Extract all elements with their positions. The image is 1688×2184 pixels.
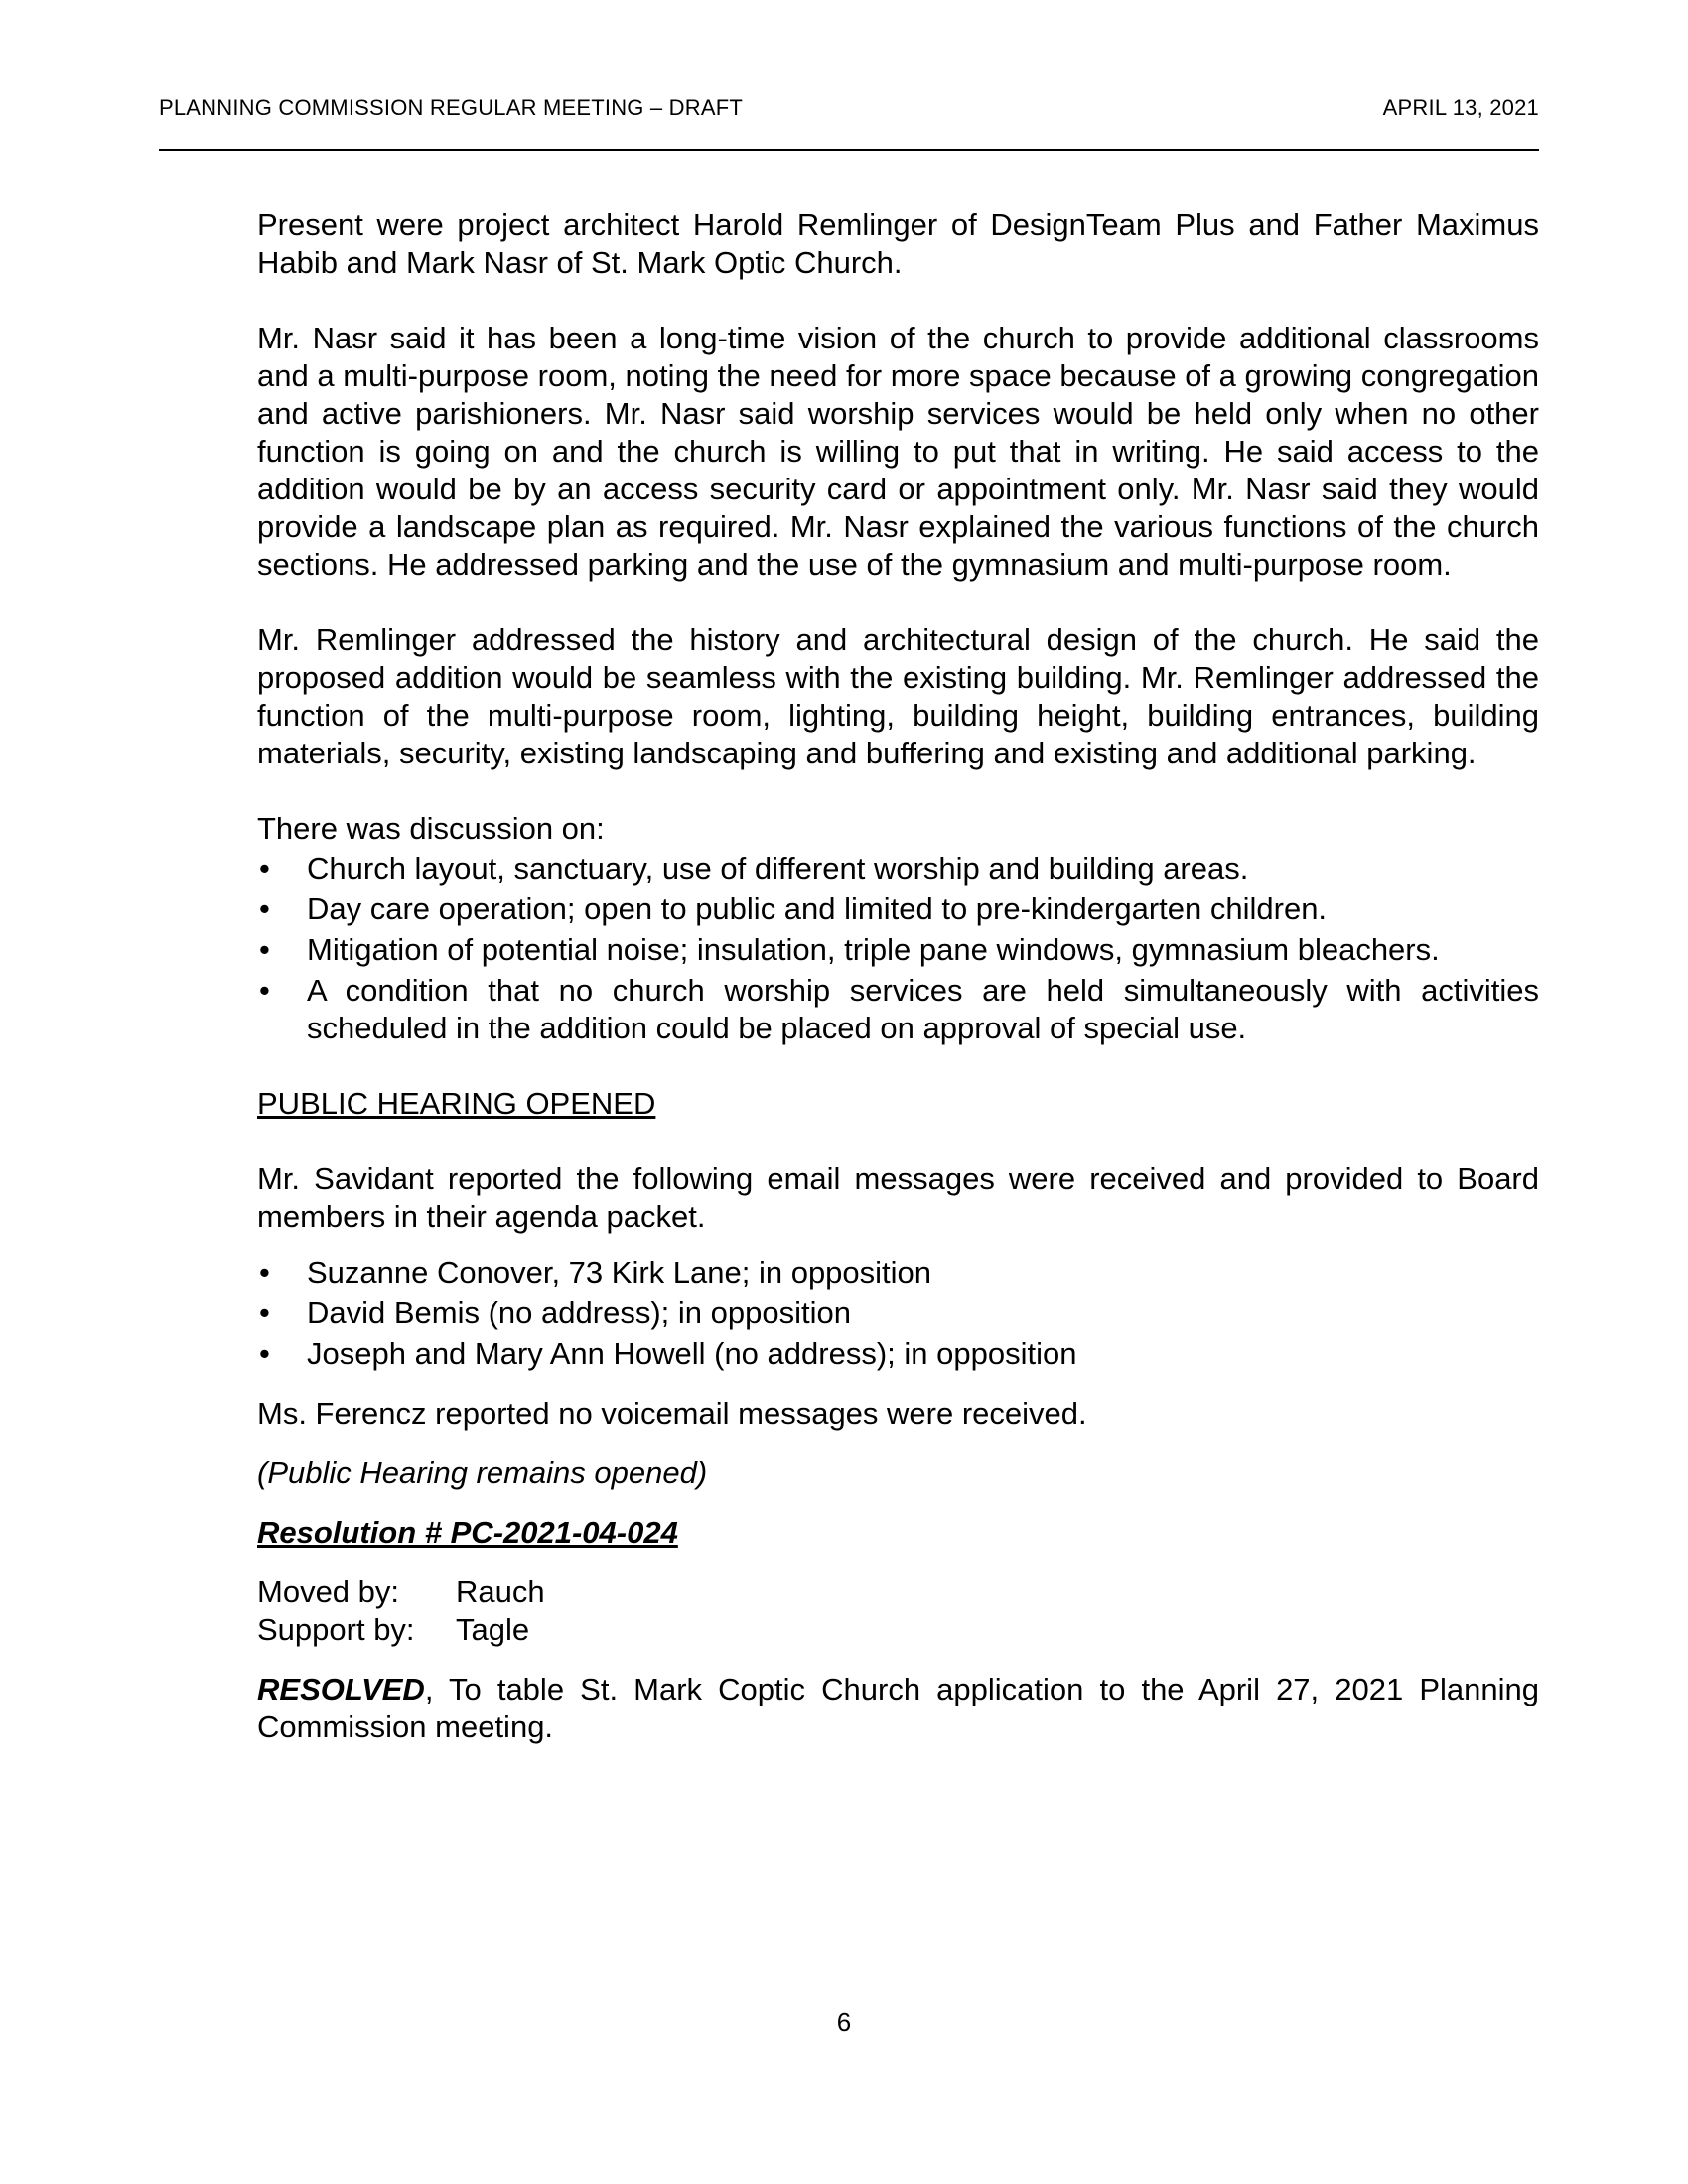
- email-report-paragraph: Mr. Savidant reported the following email messages were received and provided to Board members in their agenda packet.: [257, 1161, 1539, 1234]
- discussion-list: [257, 850, 1539, 1047]
- minutes-body: [257, 206, 1539, 1784]
- email-item-text: Suzanne Conover, 73 Kirk Lane; in opposition: [307, 1255, 932, 1290]
- bullet-icon: •: [259, 891, 270, 926]
- email-list: [257, 1254, 1539, 1373]
- resolution-title: Resolution # PC-2021-04-024: [257, 1515, 678, 1550]
- voicemail-report: Ms. Ferencz reported no voicemail messages were received.: [257, 1396, 1087, 1431]
- remlinger-statement-paragraph: Mr. Remlinger addressed the history and architectural design of the church. He said the proposed addition would be seamless with the existing building. Mr. Remlinger addressed the function of the multi-purpose room, lighting, building height, building entrances, building materials, security, existing landscaping and buffering and existing and additional parking.: [257, 622, 1539, 770]
- page-number: 6: [836, 2007, 852, 2037]
- moved-by-label: Moved by:: [257, 1574, 400, 1609]
- moved-by-value: Rauch: [456, 1574, 545, 1609]
- hearing-status-note: (Public Hearing remains opened): [257, 1455, 708, 1490]
- discussion-item-text: Mitigation of potential noise; insulation, triple pane windows, gymnasium bleachers.: [307, 932, 1440, 967]
- discussion-item-text: Church layout, sanctuary, use of different worship and building areas.: [307, 851, 1249, 886]
- discussion-item-text: Day care operation; open to public and limited to pre-kindergarten children.: [307, 891, 1328, 926]
- list-item: [257, 1254, 1539, 1292]
- attendees-paragraph: Present were project architect Harold Remlinger of DesignTeam Plus and Father Maximus Habib and Mark Nasr of St. Mark Optic Church.: [257, 207, 1539, 280]
- header-divider: [159, 149, 1539, 151]
- bullet-icon: •: [259, 1255, 270, 1290]
- list-item: [257, 890, 1539, 928]
- list-item: [257, 850, 1539, 887]
- resolved-text: , To table St. Mark Coptic Church application to the April 27, 2021 Planning Commission meeting.: [257, 1672, 1539, 1744]
- discussion-item-text: A condition that no church worship services are held simultaneously with activities scheduled in the addition could be placed on approval of special use.: [307, 973, 1539, 1045]
- page-header: [159, 95, 1539, 121]
- moved-by-row: [257, 1573, 1539, 1611]
- header-meeting-title: PLANNING COMMISSION REGULAR MEETING – DRAFT: [159, 95, 744, 120]
- resolved-paragraph: [257, 1671, 1539, 1746]
- bullet-icon: •: [259, 1296, 270, 1330]
- list-item: [257, 931, 1539, 969]
- nasr-statement-paragraph: Mr. Nasr said it has been a long-time vision of the church to provide additional classrooms and a multi-purpose room, noting the need for more space because of a growing congregation and active parishioners. Mr. Nasr said worship services would be held only when no other function is going on and the church is willing to put that in writing. He said access to the addition would be by an access security card or appointment only. Mr. Nasr said they would provide a landscape plan as required. Mr. Nasr explained the various functions of the church sections. He addressed parking and the use of the gymnasium and multi-purpose room.: [257, 321, 1539, 582]
- motion-block: [257, 1573, 1539, 1649]
- email-item-text: David Bemis (no address); in opposition: [307, 1296, 851, 1330]
- email-item-text: Joseph and Mary Ann Howell (no address); in opposition: [307, 1336, 1077, 1371]
- list-item: [257, 1335, 1539, 1373]
- support-by-value: Tagle: [456, 1612, 530, 1647]
- resolved-keyword: RESOLVED: [257, 1672, 425, 1706]
- header-date: APRIL 13, 2021: [1382, 95, 1539, 120]
- support-by-label: Support by:: [257, 1612, 415, 1647]
- list-item: [257, 972, 1539, 1047]
- bullet-icon: •: [259, 973, 270, 1008]
- public-hearing-heading: PUBLIC HEARING OPENED: [257, 1086, 656, 1121]
- bullet-icon: •: [259, 932, 270, 967]
- bullet-icon: •: [259, 1336, 270, 1371]
- bullet-icon: •: [259, 851, 270, 886]
- discussion-intro: There was discussion on:: [257, 811, 605, 846]
- support-by-row: [257, 1611, 1539, 1649]
- list-item: [257, 1295, 1539, 1332]
